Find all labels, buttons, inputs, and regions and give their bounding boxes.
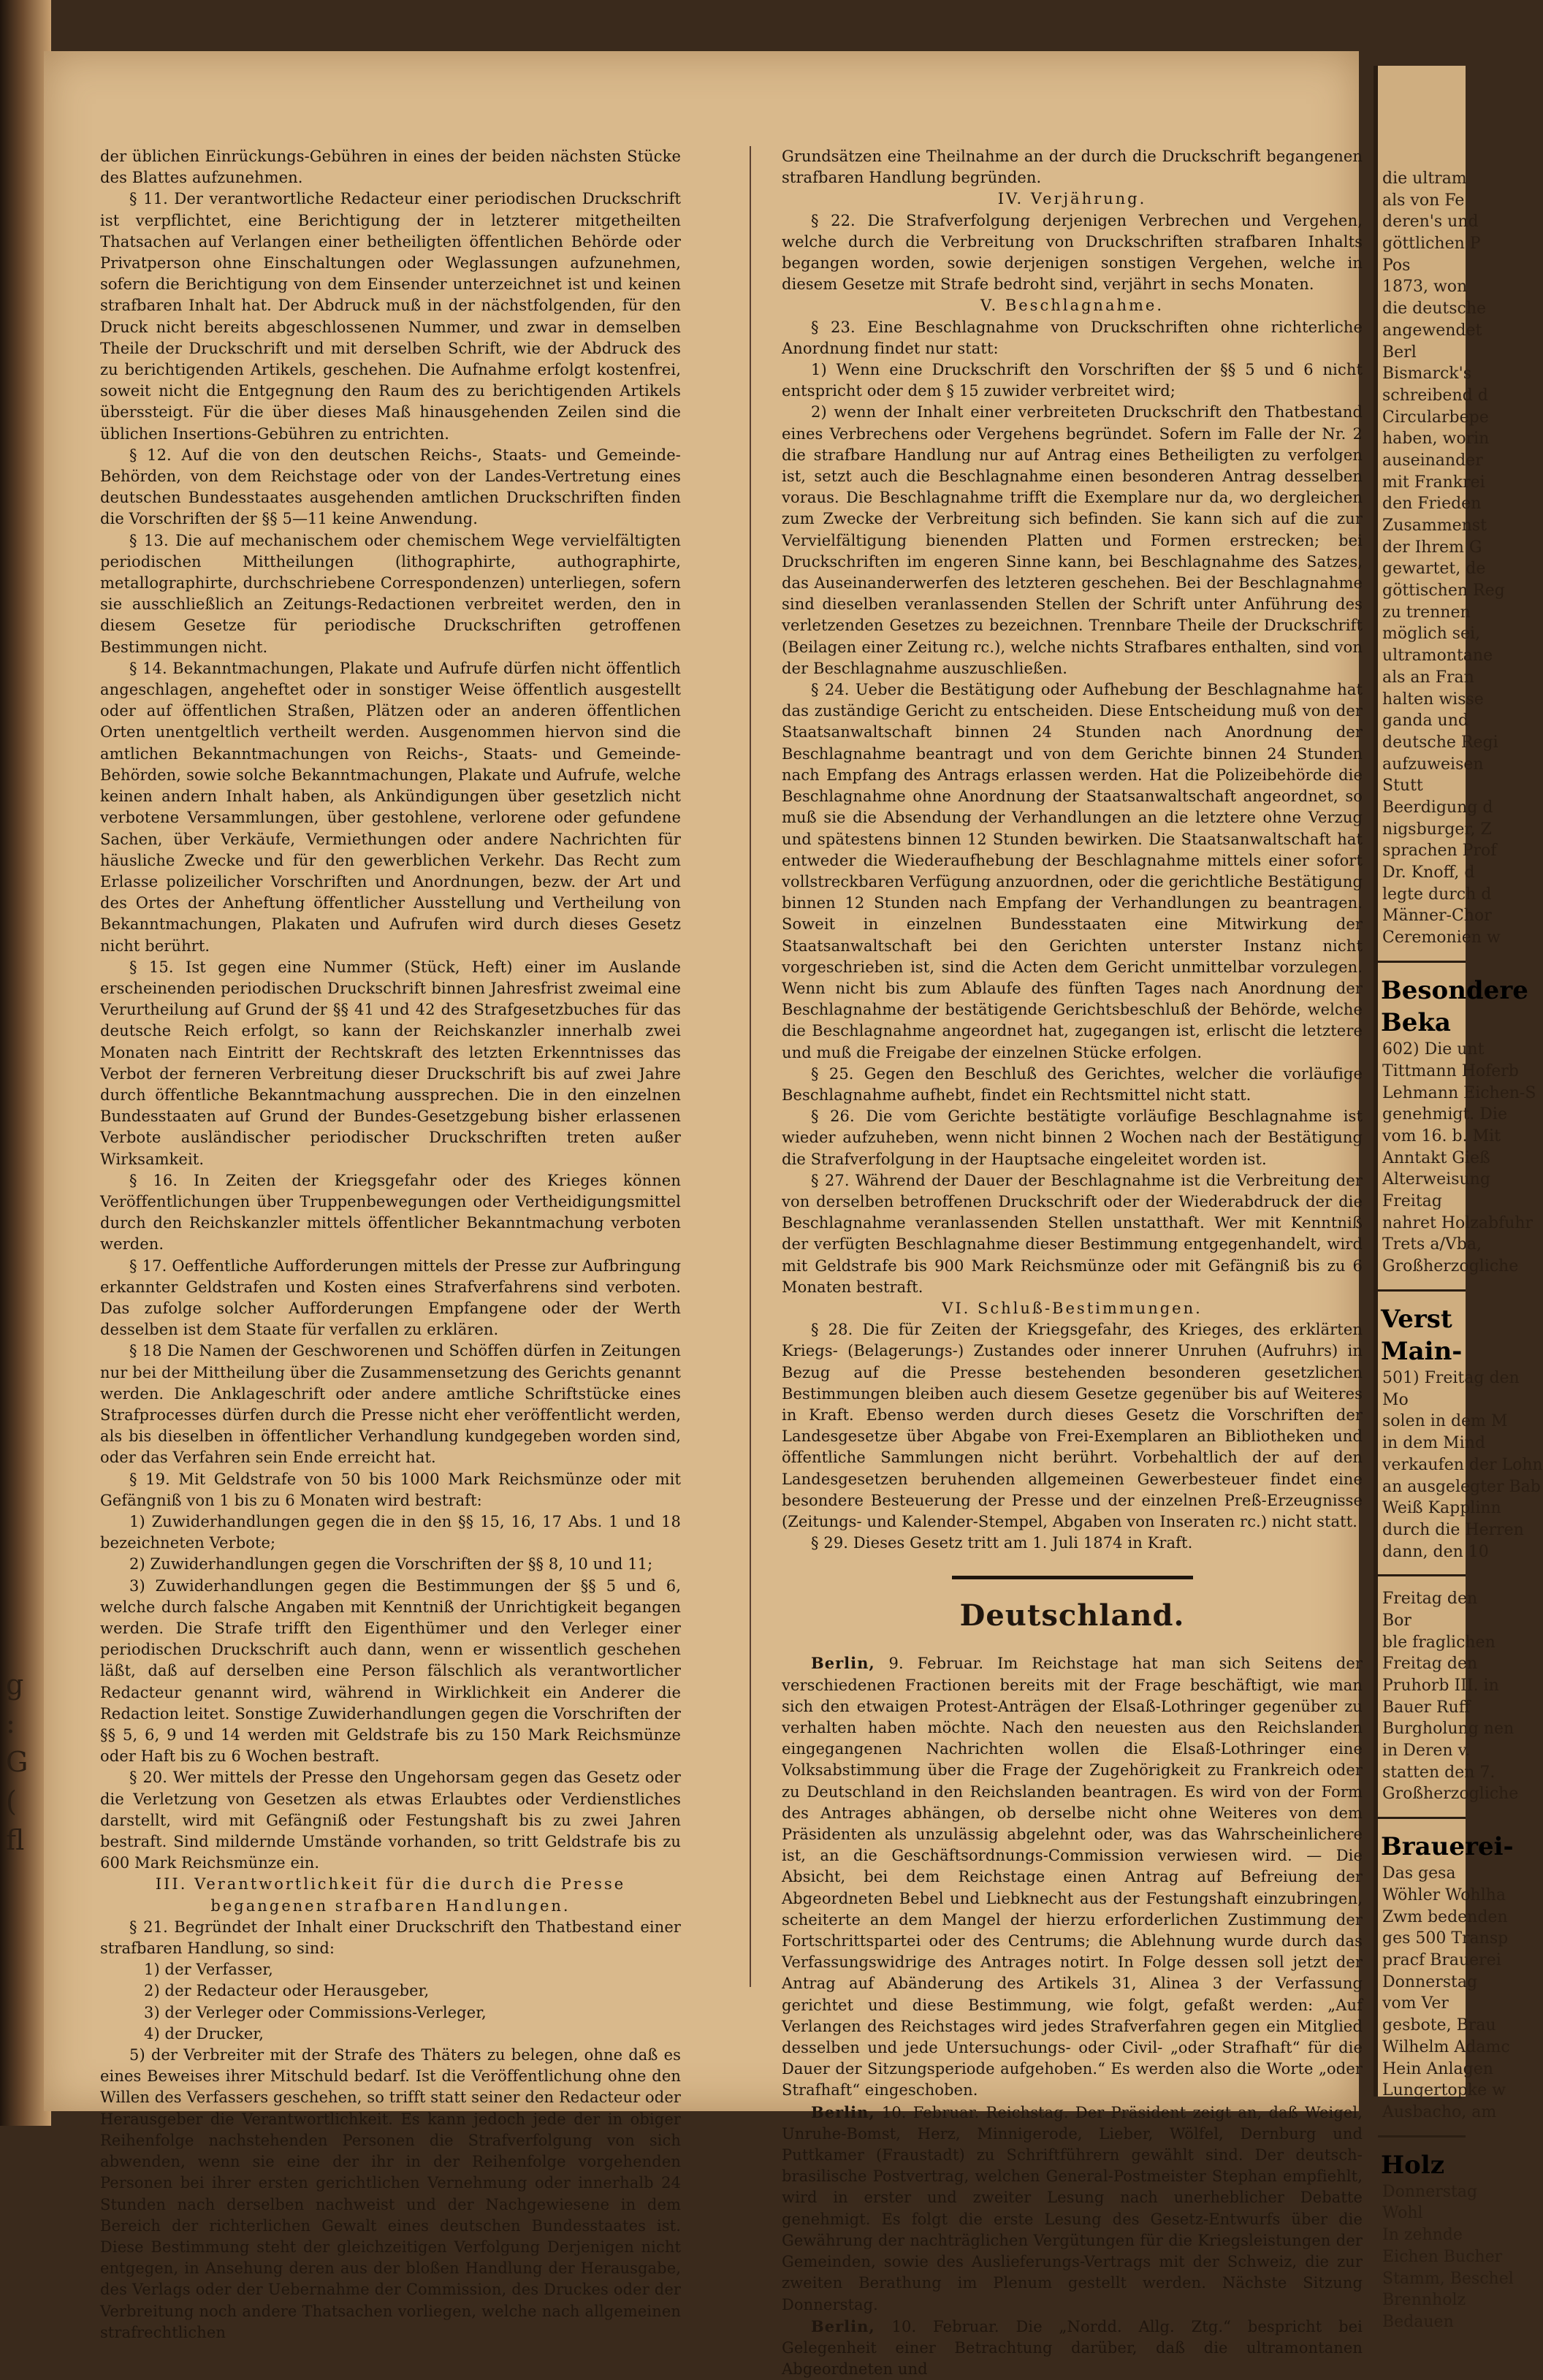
edge-text-fragment: Freitag den: [1382, 1590, 1478, 1609]
paragraph: § 24. Ueber die Bestätigung oder Aufhebung der Beschlagnahme hat das zuständige Gericht zu entscheiden. Diese Entscheidung muß von der Staatsanwaltschaft binnen 24 Stunden nach Anordnung der Beschlagnahme beantragt und von dem Gerichte binnen 24 Stunden nach Empfang des Antrags erlassen werden. Hat die Polizeibehörde die Beschlagnahme ohne Anordnung der Staatsanwaltschaft angeordnet, so muß sie die Absendung der Verhandlungen an die letztere ohne Verzug und spätestens binnen 12 Stunden bewirken. Die Staatsanwaltschaft hat entweder die Wiederaufhebung der Beschlagnahme mittels einer sofort vollstreckbaren Verfügung anzuordnen, oder die gerichtliche Bestätigung binnen 12 Stunden nach Empfang der Verhandlungen zu beantragen. Soweit in einzelnen Bundesstaaten eine Mitwirkung der Staatsanwaltschaft bei den Gerichten unterster Instanz nicht vorgeschrieben ist, sind die Acten dem Gericht unmittelbar vorzulegen. Wenn nicht bis zum Ablaufe des fünften Tages nach Anordnung der Beschlagnahme der bestätigende Gerichtsbeschluß der Behörde, welche die Beschlagnahme angeordnet hat, zugegangen ist, erlischt die letztere und muß die Freigabe der einzelnen Stücke erfolgen.: [782, 681, 1363, 1061]
edge-rule: [1378, 1289, 1466, 1292]
edge-text-fragment: Mo: [1382, 1390, 1409, 1409]
paragraph: § 14. Bekanntmachungen, Plakate und Aufrufe dürfen nicht öffentlich angeschlagen, angeheftet oder in sonstiger Weise öffentlich ausgestellt oder auf öffentlichen Straßen, Plätzen oder an anderen öffentlichen Orten unentgeltlich vertheilt werden. Ausgenommen hiervon sind die amtlichen Bekanntmachungen von Reichs-, Staats- und Gemeinde-Behörden, sowie solche Bekanntmachungen, Plakate und Aufrufe, welche keinen andern Inhalt haben, als Ankündigungen über gesetzlich nicht verbotene Versammlungen, über gestohlene, verlorene oder gefundene Sachen, über Verkäufe, Vermiethungen oder andere Nachrichten für häusliche Zwecke und für den gewerblichen Verkehr. Das Recht zum Erlasse polizeilicher Vorschriften und Anordnungen, bezw. der Art und des Ortes der Anheftung öffentlicher Ausstellung und Vertheilung von Bekanntmachungen, Plakaten und Aufrufen wird durch dieses Gesetz nicht berührt.: [100, 659, 681, 955]
edge-text-fragment: Wohl: [1382, 2204, 1423, 2223]
edge-text-fragment: in dem Mind: [1382, 1434, 1485, 1453]
paragraph: § 17. Oeffentliche Aufforderungen mittels der Presse zur Aufbringung erkannter Geldstrafen und Kosten eines Strafverfahrens sind verboten. Das zufolge solcher Aufforderungen Empfangene oder der Werth desselben ist dem Staate für verfallen zu erklären.: [100, 1256, 681, 1339]
edge-rule: [1378, 961, 1466, 963]
news-section: [782, 1652, 1363, 2380]
edge-text-fragment: Bedauen: [1382, 2312, 1454, 2331]
edge-text-fragment: Bor: [1382, 1611, 1411, 1630]
right-column: [782, 146, 1363, 2380]
edge-text-fragment: vom Ver: [1382, 1994, 1449, 2013]
edge-text-fragment: auseinander: [1382, 451, 1483, 470]
paragraph: § 20. Wer mittels der Presse den Ungehorsam gegen das Gesetz oder die Verletzung von Gesetzen als etwas Erlaubtes oder Verdienstliches darstellt, wird mit Gefängniß oder Festungshaft bis zu zwei Jahren bestraft. Sind mildernde Umstände vorhanden, so tritt Geldstrafe bis zu 600 Mark Reichsmünze ein.: [100, 1769, 681, 1872]
edge-text-fragment: zu trennen: [1382, 603, 1471, 622]
edge-text-fragment: pracf Brauerei: [1382, 1951, 1501, 1970]
paragraph: § 13. Die auf mechanischem oder chemischem Wege vervielfältigten periodischen Mittheilungen (lithographirte, authographirte, metallographirte, durchschriebene Correspondenzen) unterliegen, sofern sie ausschließlich an Zeitungs-Redactionen verbreitet werden, den in diesem Gesetze für periodische Druckschriften getroffenen Bestimmungen nicht.: [100, 531, 681, 656]
paragraph: 3) der Verleger oder Commissions-Verleger,: [144, 2003, 487, 2021]
edge-text-fragment: nigsburger, Z: [1382, 820, 1492, 839]
news-item: [782, 1652, 1363, 2101]
edge-text-fragment: als von Fe: [1382, 191, 1465, 210]
edge-text-fragment: Ceremonien w: [1382, 928, 1501, 947]
edge-text-fragment: Freitag den: [1382, 1655, 1478, 1674]
column-divider: [750, 146, 751, 1987]
edge-heading: Beka: [1381, 1007, 1451, 1037]
paragraph: der üblichen Einrückungs-Gebühren in eines der beiden nächsten Stücke des Blattes aufzunehmen.: [100, 148, 681, 187]
edge-text-fragment: Männer-Chor: [1382, 907, 1492, 926]
edge-text-fragment: Bauer Ruff: [1382, 1698, 1471, 1717]
news-text: 10. Februar. Reichstag. Der Präsident zeigt an, daß Weigel, Unruhe-Bomst, Herz, Minnigerode, Lieber, Wölfel, Dernburg und Puttkamer (Fraustadt) zu Schriftführern gewählt sind. Der deutsch-brasilische Postvertrag, welchen General-Postmeister Stephan empfiehlt, wird in erster und zweiter Lesung nach unerheblicher Debatte genehmigt. Es folgt die erste Lesung des Gesetz-Entwurfs über die Gewährung der nachträglichen Vergütungen für die Kriegsleistungen der Gemeinden, sowie des Auslieferungs-Vertrags mit der Schweiz, die zur zweiten Berathung im Plenum gestellt werden. Nächste Sitzung Donnerstag.: [782, 2103, 1363, 2314]
edge-heading: Main-: [1381, 1336, 1463, 1366]
edge-text-fragment: Wilhelm Adamc: [1382, 2037, 1510, 2056]
edge-text-fragment: 501) Freitag den: [1382, 1369, 1520, 1388]
paragraph: 2) wenn der Inhalt einer verbreiteten Druckschrift den Thatbestand eines Verbrechens oder Vergehens begründet. Sofern im Falle der Nr. 2 die strafbare Handlung nur auf Antrag eines Betheiligten zu verfolgen ist, setzt auch die Beschlagnahme einen besonderen Antrag desselben voraus. Die Beschlagnahme trifft die Exemplare nur da, wo dergleichen zum Zwecke der Verbreitung sich befinden. Sie kann sich auf die zur Vervielfältigung bienenden Platten und Formen erstrecken; bei Druckschriften im engeren Sinne kann, bei Beschlagnahme des Satzes, das Auseinanderwerfen des letzteren geschehen. Bei der Beschlagnahme sind dieselben veranlassenden Stellen der Schrift unter Anführung des verletzenden Gesetzes zu bezeichnen. Trennbare Theile der Druckschrift (Beilagen einer Zeitung rc.), welche nichts Strafbares enthalten, sind von der Beschlagnahme auszuschließen.: [782, 403, 1363, 677]
edge-text-fragment: göttischen Reg: [1382, 581, 1505, 600]
edge-heading: Verst: [1381, 1304, 1452, 1334]
edge-text-fragment: ble fraglichen: [1382, 1633, 1496, 1652]
news-text: 9. Februar. Im Reichstage hat man sich Seitens der verschiedenen Fractionen bereits mit der Frage beschäftigt, wie man sich den etwaigen Protest-Anträgen der Elsaß-Lothringer gegenüber zu verhalten haben möchte. Nach den neuesten aus den Reichslanden eingegangenen Nachrichten wollen die Elsaß-Lothringer eine Volksabstimmung über die Frage der Zugehörigkeit zu Frankreich oder zu Deutschland in den Reichslanden beantragen. Es wird von der Form des Antrages abhängen, ob derselbe nicht ohne Weiteres von dem Präsidenten als unzulässig abgelehnt oder, was das Wahrscheinlichere ist, an die Geschäftsordnungs-Commission verwiesen wird. — Die Absicht, bei dem Reichstage einen Antrag auf Befreiung der Abgeordneten Bebel und Liebknecht aus der Festungshaft einzubringen, scheiterte an dem Mangel der hierzu erforderlichen Zustimmung der Fortschrittspartei oder des Centrums; die Ablehnung wurde durch das Verfassungswidrige des Antrages notirt. In Folge dessen soll jetzt der Antrag auf Abänderung des Artikels 31, Alinea 3 der Verfassung gerichtet und diese Bestimmung, wie folgt, gefaßt werden: „Auf Verlangen des Reichstages wird jedes Strafverfahren gegen ein Mitglied desselben und jede Untersuchungs- oder Civil- „oder Strafhaft“ für die Dauer der Sitzungsperiode aufgehoben.“ Es werden also die Worte „oder Strafhaft“ eingeschoben.: [782, 1655, 1363, 2099]
edge-text-fragment: Großherzogliche: [1382, 1257, 1519, 1275]
edge-text-fragment: genehmigt. Die: [1382, 1105, 1507, 1124]
edge-text-fragment: Wöhler Wohlha: [1382, 1886, 1506, 1904]
news-text: 10. Februar. Die „Nordd. Allg. Ztg.“ bespricht bei Gelegenheit einer Betrachtung darüber, daß die ultramontanen Abgeordneten und: [782, 2317, 1363, 2379]
paragraph: § 11. Der verantwortliche Redacteur einer periodischen Druckschrift ist verpflichtet, eine Berichtigung der in letzterer mitgetheilten Thatsachen auf Verlangen einer betheiligten öffentlichen Behörde oder Privatperson ohne Einschaltungen oder Weglassungen aufzunehmen, sofern die Berichtigung von dem Einsender unterzeichnet ist und keinen strafbaren Inhalt hat. Der Abdruck muß in der nächstfolgenden, für den Druck nicht bereits abgeschlossenen Nummer, und zwar in demselben Theile der Druckschrift und mit derselben Schrift, wie der Abdruck des zu berichtigenden Artikels, geschehen. Die Aufnahme erfolgt kostenfrei, soweit nicht die Entgegnung den Raum des zu berichtigenden Artikels überssteigt. Für die über dieses Maß hinausgehenden Zeilen sind die üblichen Insertions-Gebühren zu entrichten.: [100, 190, 681, 443]
edge-text-fragment: Lehmann Eichen-S: [1382, 1083, 1536, 1102]
paragraph: Grundsätzen eine Theilnahme an der durch die Druckschrift begangenen strafbaren Handlung begründen.: [782, 148, 1363, 187]
edge-text-fragment: angewendet: [1382, 321, 1482, 340]
edge-rule: [1378, 1817, 1466, 1819]
edge-text-fragment: Zusammenst: [1382, 516, 1487, 535]
edge-heading: Besondere: [1381, 975, 1528, 1005]
paragraph: § 28. Die für Zeiten der Kriegsgefahr, des Krieges, des erklärten Kriegs- (Belagerungs-) Zustandes oder innerer Unruhen (Aufruhrs) in Bezug auf die Presse bestehenden besonderen gesetzlichen Bestimmungen bleiben auch diesem Gesetze gegenüber bis auf Weiteres in Kraft. Ebenso werden durch dieses Gesetz die Vorschriften der Landesgesetze über Abgabe von Frei-Exemplaren an Bibliotheken und öffentliche Sammlungen nicht berührt. Vorbehaltlich der auf den Landesgesetzen beruhenden allgemeinen Gewerbesteuer findet eine besondere Besteuerung der Presse und der einzelnen Preß-Erzeugnisse (Zeitungs- und Kalender-Stempel, Abgaben von Inseraten rc.) nicht statt.: [782, 1321, 1363, 1530]
edge-text-fragment: ges 500 Transp: [1382, 1929, 1509, 1948]
edge-text-fragment: vom 16. b. Mit: [1382, 1126, 1501, 1145]
paragraph: 3) Zuwiderhandlungen gegen die Bestimmungen der §§ 5 und 6, welche durch falsche Angaben mit Kenntniß der Unrichtigkeit begangen werden. Die Strafe trifft den Eigenthümer und den Verleger einer periodischen Druckschrift auch dann, wenn er wissentlich geschehen läßt, daß auf derselben eine Person fälschlich als verantwortlicher Redacteur genannt wird, während in Wirklichkeit ein Anderer die Redaction leitet. Sonstige Zuwiderhandlungen gegen die Vorschriften der §§ 5, 6, 9 und 14 werden mit Geldstrafe bis zu 150 Mark Reichsmünze oder Haft bis zu 6 Wochen bestraft.: [100, 1576, 681, 1766]
left-column: [100, 146, 681, 2343]
edge-text-fragment: solen in dem M: [1382, 1412, 1508, 1431]
edge-text-fragment: als an Fran: [1382, 668, 1474, 687]
edge-text-fragment: der Ihrem G: [1382, 538, 1482, 557]
paragraph: § 19. Mit Geldstrafe von 50 bis 1000 Mark Reichsmünze oder mit Gefängniß von 1 bis zu 6 Monaten wird bestraft:: [100, 1470, 681, 1509]
edge-text-fragment: die ultram: [1382, 169, 1467, 188]
edge-text-fragment: Donnerstag: [1382, 2182, 1478, 2201]
paragraph: 1) Wenn eine Druckschrift den Vorschriften der §§ 5 und 6 nicht entspricht oder dem § 15 zuwider verbreitet wird;: [782, 361, 1363, 400]
edge-text-fragment: Dr. Knoff, d: [1382, 863, 1475, 882]
edge-text-fragment: halten wisse: [1382, 690, 1484, 709]
paragraph: § 26. Die vom Gerichte bestätigte vorläufige Beschlagnahme ist wieder aufzuheben, wenn nicht binnen 2 Wochen nach der Bestätigung die Strafverfolgung in der Hauptsache eingeleitet worden ist.: [782, 1107, 1363, 1168]
section-title: IV. Verjährung.: [997, 190, 1147, 208]
edge-text-fragment: Trets a/Vba,: [1382, 1235, 1482, 1254]
edge-text-fragment: durch die Herren: [1382, 1520, 1524, 1539]
paragraph: 1) Zuwiderhandlungen gegen die in den §§ 15, 16, 17 Abs. 1 und 18 bezeichneten Verbote;: [100, 1513, 681, 1552]
edge-text-fragment: die deutsche: [1382, 300, 1487, 319]
news-dateline-city: Berlin,: [811, 1654, 875, 1673]
edge-text-fragment: Pruhorb III. in: [1382, 1677, 1499, 1695]
paragraph: 2) Zuwiderhandlungen gegen die Vorschriften der §§ 8, 10 und 11;: [129, 1555, 653, 1574]
paragraph: 2) der Redacteur oder Herausgeber,: [144, 1982, 430, 2000]
paragraph: § 25. Gegen den Beschluß des Gerichtes, welcher die vorläufige Beschlagnahme aufhebt, findet ein Rechtsmittel nicht statt.: [782, 1064, 1363, 1104]
edge-text-fragment: Großherzogliche: [1382, 1785, 1519, 1804]
edge-text-fragment: dann, den 10: [1382, 1542, 1489, 1561]
section-heading: Deutschland.: [959, 1598, 1185, 1633]
edge-spacer: [1378, 66, 1466, 168]
paragraph: 4) der Drucker,: [144, 2024, 264, 2043]
edge-text-fragment: an ausgelegter Bab: [1382, 1477, 1541, 1496]
edge-text-fragment: Das gesa: [1382, 1864, 1456, 1883]
edge-text-fragment: gewartet, de: [1382, 560, 1486, 579]
section-rule: [952, 1576, 1193, 1579]
paragraph: § 23. Eine Beschlagnahme von Druckschriften ohne richterliche Anordnung findet nur statt:: [782, 318, 1363, 357]
edge-text-fragment: den Frieden: [1382, 495, 1482, 514]
edge-text-fragment: 1873, won: [1382, 278, 1468, 297]
paragraph: § 16. In Zeiten der Kriegsgefahr oder des Krieges können Veröffentlichungen über Truppenbewegungen oder Vertheidigungsmittel durch den Reichskanzler mittels öffentlicher Bekanntmachung verboten werden.: [100, 1171, 681, 1254]
edge-text-fragment: Eichen Bucher: [1382, 2247, 1503, 2266]
edge-text-fragment: sprachen Prof: [1382, 842, 1497, 861]
news-dateline-city: Berlin,: [811, 2102, 875, 2121]
edge-text-fragment: Beerdigung d: [1382, 798, 1493, 817]
edge-text-fragment: Lungertopke w: [1382, 2081, 1506, 2100]
edge-text-fragment: Stamm, Beschel: [1382, 2269, 1514, 2288]
news-item: [782, 2102, 1363, 2316]
edge-rule: [1378, 2135, 1466, 2137]
edge-text-fragment: Stutt: [1382, 777, 1423, 796]
edge-text-fragment: verkaufen der Lohn: [1382, 1455, 1543, 1474]
edge-text-fragment: möglich sei,: [1382, 625, 1481, 644]
edge-text-fragment: Weiß Kapplinn: [1382, 1499, 1501, 1518]
paragraph: § 22. Die Strafverfolgung derjenigen Verbrechen und Vergehen, welche durch die Verbreitung von Druckschriften strafbaren Inhalts begangen worden, sowie derjenigen sonstigen Vergehen, welche in diesem Gesetze mit Strafe bedroht sind, verjährt in sechs Monaten.: [782, 211, 1363, 294]
edge-text-fragment: nahret Holzabfuhr: [1382, 1213, 1534, 1232]
section-title: V. Beschlagnahme.: [980, 297, 1165, 315]
edge-rule: [1378, 1574, 1466, 1576]
paragraph: § 15. Ist gegen eine Nummer (Stück, Heft) einer im Auslande erscheinenden periodischen Druckschrift binnen Jahresfrist zweimal eine Verurtheilung auf Grund der §§ 41 und 42 des Strafgesetzbuches für das deutsche Reich erfolgt, so kann der Reichskanzler innerhalb zwei Monaten nach Eintritt der Rechtskraft des letzten Erkenntnisses das Verbot der ferneren Verbreitung dieser Druckschrift bis auf zwei Jahre durch öffentliche Bekanntmachung aussprechen. Die in den einzelnen Bundesstaaten auf Grund der Bundes-Gesetzgebung bisher erlassenen Verbote ausländischer periodischer Druckschriften treten außer Wirksamkeit.: [100, 958, 681, 1168]
edge-text-fragment: Anntakt Gieß: [1382, 1148, 1490, 1167]
paragraph: § 29. Dieses Gesetz tritt am 1. Juli 1874 in Kraft.: [811, 1534, 1193, 1552]
edge-text-fragment: Zwm bedenden: [1382, 1907, 1508, 1926]
section-title: III. Verantwortlichkeit für die durch die Presse begangenen strafbaren Handlungen.: [155, 1875, 626, 1915]
edge-text-fragment: in Deren v.: [1382, 1742, 1471, 1761]
paragraph: 5) der Verbreiter mit der Strafe des Thäters zu belegen, ohne daß es eines Beweises ihrer Mitschuld bedarf. Ist die Veröffentlichung ohne den Willen des Verfassers geschehen, so trifft statt seiner den Redacteur oder Herausgeber die Verantwortlichkeit. Es kann jedoch jede der in obiger Reihenfolge nachstehenden Personen die Strafverfolgung von sich abwenden, wenn sie eine der ihr in der Reihenfolge vorgehenden Personen bei ihrer ersten gerichtlichen Vernehmung oder innerhalb 24 Stunden nach derselben nachweist und der Nachgewiesene in dem Bereich der richterlichen Gewalt eines deutschen Bundesstaates ist. Diese Bestimmung steht der gleichzeitigen Verfolgung Derjenigen nicht entgegen, in Ansehung deren aus der bloßen Handlung der Herausgabe, des Verlags oder der Uebernahme der Commission, des Druckes oder der Verbreitung noch andere Thatsachen vorliegen, welche nach allgemeinen strafrechtlichen: [100, 2046, 681, 2341]
edge-text-fragment: Circularbepe: [1382, 408, 1489, 427]
edge-text-fragment: Tittmann Hoferb: [1382, 1061, 1519, 1080]
edge-text-fragment: deren's und: [1382, 213, 1479, 232]
edge-text-fragment: aufzuweisen: [1382, 755, 1484, 774]
edge-text-fragment: In zehnde: [1382, 2226, 1463, 2245]
paragraph: § 21. Begründet der Inhalt einer Druckschrift den Thatbestand einer strafbaren Handlung, so sind:: [100, 1918, 681, 1958]
edge-text-fragment: Burgholung nen: [1382, 1720, 1515, 1739]
paragraph: § 18 Die Namen der Geschworenen und Schöffen dürfen in Zeitungen nur bei der Mittheilung über die Zusammensetzung des Gerichts genannt werden. Die Anklageschrift oder andere amtliche Schriftstücke eines Strafprocesses dürfen durch die Presse nicht eher veröffentlicht werden, als bis dieselben in öffentlicher Verhandlung kundgegeben worden sind, oder das Verfahren sein Ende erreicht hat.: [100, 1342, 681, 1467]
paragraph: § 12. Auf die von den deutschen Reichs-, Staats- und Gemeinde-Behörden, von dem Reichstage oder von der Landes-Vertretung eines deutschen Bundesstaates ausgehenden amtlichen Druckschriften finden die Vorschriften der §§ 5—11 keine Anwendung.: [100, 446, 681, 528]
edge-text-fragment: statten den 7.: [1382, 1763, 1496, 1782]
edge-text-fragment: legte durch d: [1382, 885, 1492, 904]
edge-text-fragment: Ausbacho, am: [1382, 2102, 1497, 2121]
edge-text-fragment: Pos: [1382, 256, 1411, 275]
edge-text-fragment: Alterweisung: [1382, 1170, 1490, 1189]
press-law-continuation: [782, 146, 1363, 1554]
edge-text-fragment: Brennholz: [1382, 2291, 1466, 2310]
edge-text-fragment: mit Frankrei: [1382, 473, 1485, 492]
edge-text-fragment: deutsche Regi: [1382, 733, 1498, 752]
edge-heading: Holz: [1381, 2150, 1445, 2180]
spine-text-fragment: g : G ( fl: [6, 1668, 28, 1856]
edge-text-fragment: Bismarck's: [1382, 365, 1471, 384]
edge-text-fragment: haben, worin: [1382, 430, 1490, 449]
edge-text-fragment: Berl: [1382, 343, 1417, 362]
edge-text-fragment: schreibend d: [1382, 386, 1488, 405]
edge-text-fragment: ganda und: [1382, 712, 1468, 731]
adjacent-page-edge: [1374, 66, 1543, 2331]
edge-text-fragment: göttlichen P: [1382, 234, 1481, 253]
edge-text-fragment: gesbote, Brau: [1382, 2016, 1496, 2035]
paragraph: § 27. Während der Dauer der Beschlagnahme ist die Verbreitung der von derselben betroffenen Druckschrift oder der Wiederabdruck der die Beschlagnahme veranlassenden Stellen unstatthaft. Wer mit Kenntniß der verfügten Beschlagnahme dieser Bestimmung entgegenhandelt, wird mit Geldstrafe bis 900 Mark Reichsmünze oder mit Gefängniß bis zu 6 Monaten bestraft.: [782, 1171, 1363, 1296]
edge-text-fragment: 602) Die unt: [1382, 1040, 1485, 1059]
news-item: [782, 2316, 1363, 2380]
edge-text-fragment: Donnerstag: [1382, 1972, 1478, 1991]
paragraph: 1) der Verfasser,: [144, 1961, 273, 1979]
edge-text-fragment: Freitag: [1382, 1191, 1442, 1210]
edge-heading: Brauerei-: [1381, 1832, 1514, 1862]
section-title: VI. Schluß-Bestimmungen.: [942, 1299, 1203, 1317]
news-dateline-city: Berlin,: [811, 2316, 875, 2335]
edge-text-fragment: Hein Anlagen: [1382, 2059, 1493, 2078]
edge-text-fragment: ultramontane: [1382, 647, 1493, 665]
